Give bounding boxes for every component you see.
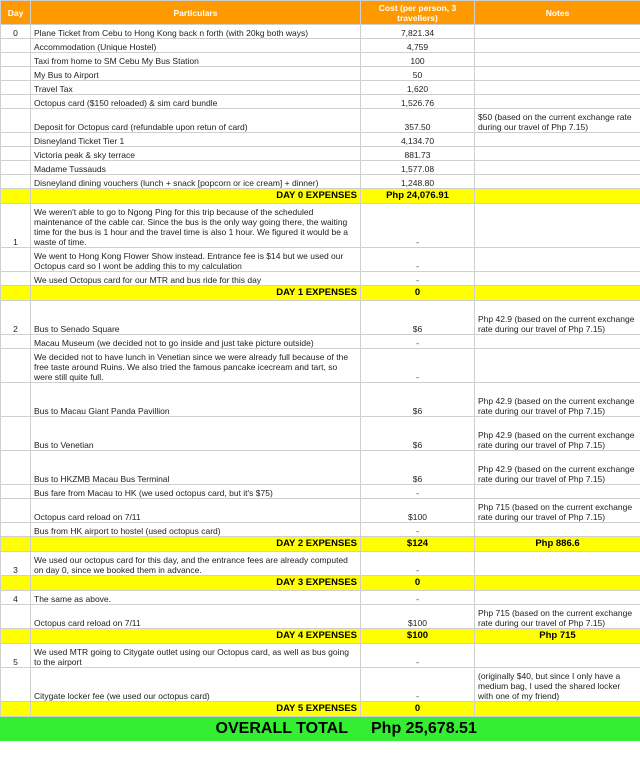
cell-day[interactable] [1,248,31,272]
cell-particulars[interactable]: We went to Hong Kong Flower Show instead. Entrance fee is $14 but we used our Octopus card so I wont be adding this to my calculation [31,248,361,272]
day-total-label[interactable]: DAY 2 EXPENSES [31,537,361,552]
cell-day[interactable] [1,95,31,109]
table-row [1,417,640,451]
table-row [1,133,640,147]
table-row [1,248,640,272]
cell-cost[interactable]: $100 [361,499,475,523]
cell-cost[interactable]: - [361,591,475,605]
table-row [1,523,640,537]
cell-day[interactable] [1,109,31,133]
cell-particulars[interactable]: Octopus card reload on 7/11 [31,499,361,523]
header-notes[interactable]: Notes [475,1,640,25]
cell-day[interactable] [1,485,31,499]
cell-notes[interactable]: Php 715 (based on the current exchange rate during our travel of Php 7.15) [475,499,640,523]
cell-cost[interactable]: - [361,668,475,702]
cell-day[interactable]: 5 [1,644,31,668]
cell-particulars[interactable]: We used MTR going to Citygate outlet using our Octopus card, as well as bus going to the airport [31,644,361,668]
day-total-label[interactable]: DAY 5 EXPENSES [31,702,361,717]
cell-cost[interactable]: $6 [361,417,475,451]
cell-cost[interactable]: 357.50 [361,109,475,133]
cell-day[interactable] [1,523,31,537]
day-total-row [1,537,640,552]
cell-day[interactable] [1,451,31,485]
cell-particulars[interactable]: Octopus card reload on 7/11 [31,605,361,629]
cell-notes[interactable] [475,248,640,272]
cell-notes[interactable] [475,485,640,499]
cell-day[interactable] [1,349,31,383]
table-row [1,644,640,668]
header-row [1,1,640,25]
day-total-row [1,286,640,301]
cell-notes[interactable]: Php 42.9 (based on the current exchange rate during our travel of Php 7.15) [475,417,640,451]
cell-day[interactable] [1,272,31,286]
cell-notes[interactable] [475,25,640,39]
table-row [1,499,640,523]
cell-particulars[interactable]: We used Octopus card for our MTR and bus ride for this day [31,272,361,286]
cell-cost[interactable]: 1,526.76 [361,95,475,109]
cell-day[interactable] [1,629,31,644]
table-row [1,109,640,133]
table-row [1,349,640,383]
cell-notes[interactable]: Php 42.9 (based on the current exchange rate during our travel of Php 7.15) [475,451,640,485]
cell-day[interactable] [1,175,31,189]
cell-particulars[interactable]: My Bus to Airport [31,67,361,81]
cell-cost[interactable]: 1,577.08 [361,161,475,175]
day-total-cost[interactable]: 0 [361,702,475,717]
day-total-row [1,189,640,204]
cell-notes[interactable]: $50 (based on the current exchange rate during our travel of Php 7.15) [475,109,640,133]
cell-particulars[interactable]: Bus fare from Macau to HK (we used octopus card, but it's $75) [31,485,361,499]
table-row [1,383,640,417]
table-row [1,605,640,629]
cell-cost[interactable]: - [361,335,475,349]
table-row [1,591,640,605]
cell-day[interactable] [1,286,31,301]
cell-cost[interactable]: 50 [361,67,475,81]
cell-notes[interactable] [475,95,640,109]
cell-particulars[interactable]: Plane Ticket from Cebu to Hong Kong back n forth (with 20kg both ways) [31,25,361,39]
cell-notes[interactable]: (originally $40, but since I only have a medium bag, I used the shared locker with one of my friend) [475,668,640,702]
cell-particulars[interactable]: Bus from HK airport to hostel (used octopus card) [31,523,361,537]
cell-cost[interactable]: - [361,523,475,537]
day-total-cost[interactable]: Php 24,076.91 [361,189,475,204]
header-cost[interactable]: Cost (per person, 3 travellers) [361,1,475,25]
cell-particulars[interactable]: Bus to Macau Giant Panda Pavillion [31,383,361,417]
overall-total-label[interactable]: OVERALL TOTAL [31,717,361,741]
day-total-cost[interactable]: 0 [361,576,475,591]
cell-day[interactable]: 0 [1,25,31,39]
day-total-notes[interactable]: Php 886.6 [475,537,640,552]
cell-particulars[interactable]: Deposit for Octopus card (refundable upon retun of card) [31,109,361,133]
day-total-notes[interactable] [475,286,640,301]
table-row [1,485,640,499]
day-total-notes[interactable]: Php 715 [475,629,640,644]
cell-cost[interactable]: - [361,204,475,248]
cell-notes[interactable] [475,53,640,67]
cell-day[interactable] [1,81,31,95]
cell-particulars[interactable]: Accommodation (Unique Hostel) [31,39,361,53]
day-total-label[interactable]: DAY 0 EXPENSES [31,189,361,204]
cell-particulars[interactable]: Travel Tax [31,81,361,95]
cell-notes[interactable] [475,147,640,161]
cell-day[interactable] [1,499,31,523]
table-row [1,95,640,109]
cell-day[interactable] [1,383,31,417]
cell-cost[interactable]: 100 [361,53,475,67]
overall-total-row [1,717,640,741]
cell-particulars[interactable]: Bus to Senado Square [31,301,361,335]
cell-notes[interactable] [475,552,640,576]
cell-particulars[interactable]: Disneyland Ticket Tier 1 [31,133,361,147]
cell-particulars[interactable]: Octopus card ($150 reloaded) & sim card bundle [31,95,361,109]
cell-day[interactable]: 4 [1,591,31,605]
day-total-row [1,629,640,644]
cell-notes[interactable] [475,81,640,95]
cell-day[interactable] [1,189,31,204]
cell-day[interactable] [1,537,31,552]
table-row [1,668,640,702]
day-total-label[interactable]: DAY 4 EXPENSES [31,629,361,644]
cell-notes[interactable] [475,204,640,248]
cell-day[interactable] [1,668,31,702]
table-row [1,147,640,161]
table-row [1,451,640,485]
cell-day[interactable] [1,576,31,591]
table-row [1,53,640,67]
cell-day[interactable] [1,147,31,161]
table-row [1,39,640,53]
day-total-label[interactable]: DAY 3 EXPENSES [31,576,361,591]
day-total-cost[interactable]: $100 [361,629,475,644]
day-total-cost[interactable]: $124 [361,537,475,552]
table-row [1,272,640,286]
cell-cost[interactable]: 7,821.34 [361,25,475,39]
header-particulars[interactable]: Particulars [31,1,361,25]
table-row [1,67,640,81]
cell-notes[interactable] [475,349,640,383]
cell-day[interactable] [1,161,31,175]
cell-notes[interactable] [475,644,640,668]
cell-particulars[interactable]: Citygate locker fee (we used our octopus card) [31,668,361,702]
cell-particulars[interactable]: We used our octopus card for this day, and the entrance fees are already computed on day 0, since we booked them in advance. [31,552,361,576]
cell-notes[interactable] [475,591,640,605]
cell-day[interactable] [1,67,31,81]
cell-cost[interactable]: 4,759 [361,39,475,53]
cell-notes[interactable] [475,523,640,537]
cell-particulars[interactable]: Bus to Venetian [31,417,361,451]
day-total-row [1,702,640,717]
table-row [1,301,640,335]
cell-day[interactable] [1,335,31,349]
cell-notes[interactable] [475,272,640,286]
cell-cost[interactable]: 1,248.80 [361,175,475,189]
cell-particulars[interactable]: The same as above. [31,591,361,605]
cell-cost[interactable]: - [361,248,475,272]
day-total-cost[interactable]: 0 [361,286,475,301]
day-total-notes[interactable] [475,189,640,204]
table-row [1,204,640,248]
table-row [1,81,640,95]
table-row [1,175,640,189]
cell-cost[interactable]: - [361,552,475,576]
cell-notes[interactable] [475,175,640,189]
cell-notes[interactable] [475,39,640,53]
cell-cost[interactable]: 881.73 [361,147,475,161]
table-row [1,161,640,175]
overall-total-cost[interactable]: Php 25,678.51 [361,717,640,741]
cell-day[interactable]: 1 [1,204,31,248]
table-row [1,552,640,576]
table-row [1,25,640,39]
cell-cost[interactable]: - [361,272,475,286]
cell-notes[interactable]: Php 42.9 (based on the current exchange rate during our travel of Php 7.15) [475,383,640,417]
cell-day[interactable] [1,605,31,629]
cell-day[interactable] [1,417,31,451]
cell-particulars[interactable]: We decided not to have lunch in Venetian since we were already full because of the free taste around Ruins. We also tried the famous pancake icecream and tart, so were still quite full. [31,349,361,383]
day-total-notes[interactable] [475,576,640,591]
cell-particulars[interactable]: We weren't able to go to Ngong Ping for this trip because of the scheduled maintenance of the cable car. Since the bus is the only way going there, the waiting time for the bus is 1 hour and the travel time is also 1 hour. We figured it would be a waste of time. [31,204,361,248]
cell-particulars[interactable]: Taxi from home to SM Cebu My Bus Station [31,53,361,67]
cell-day[interactable] [1,133,31,147]
cell-particulars[interactable]: Madame Tussauds [31,161,361,175]
cell-notes[interactable] [475,67,640,81]
cell-day[interactable] [1,717,31,741]
cell-day[interactable] [1,53,31,67]
cell-notes[interactable] [475,335,640,349]
cell-particulars[interactable]: Macau Museum (we decided not to go inside and just take picture outside) [31,335,361,349]
header-day[interactable]: Day [1,1,31,25]
cell-day[interactable]: 2 [1,301,31,335]
cell-cost[interactable]: 1,620 [361,81,475,95]
day-total-row [1,576,640,591]
cell-particulars[interactable]: Disneyland dining vouchers (lunch + snack [popcorn or ice cream] + dinner) [31,175,361,189]
cell-notes[interactable]: Php 715 (based on the current exchange rate during our travel of Php 7.15) [475,605,640,629]
cell-cost[interactable]: $6 [361,383,475,417]
cell-day[interactable] [1,702,31,717]
cell-cost[interactable]: - [361,644,475,668]
cell-cost[interactable]: 4,134.70 [361,133,475,147]
cell-cost[interactable]: $100 [361,605,475,629]
table-row [1,335,640,349]
cell-notes[interactable] [475,161,640,175]
day-total-label[interactable]: DAY 1 EXPENSES [31,286,361,301]
cell-cost[interactable]: $6 [361,301,475,335]
cell-day[interactable]: 3 [1,552,31,576]
cell-cost[interactable]: - [361,485,475,499]
cell-notes[interactable]: Php 42.9 (based on the current exchange rate during our travel of Php 7.15) [475,301,640,335]
cell-particulars[interactable]: Victoria peak & sky terrace [31,147,361,161]
day-total-notes[interactable] [475,702,640,717]
cell-cost[interactable]: $6 [361,451,475,485]
cell-particulars[interactable]: Bus to HKZMB Macau Bus Terminal [31,451,361,485]
cell-cost[interactable]: - [361,349,475,383]
cell-day[interactable] [1,39,31,53]
cell-notes[interactable] [475,133,640,147]
